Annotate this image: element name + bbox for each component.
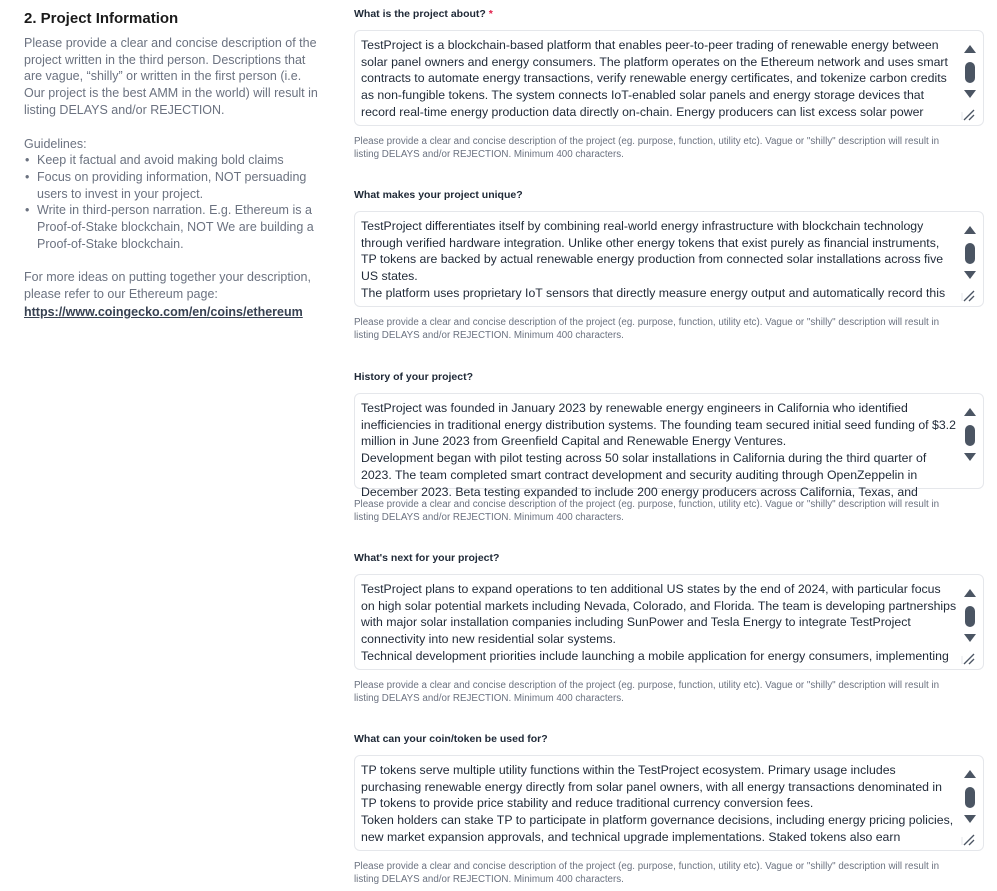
project-next-textarea[interactable] <box>354 574 984 670</box>
guidelines-heading: Guidelines: <box>24 136 87 151</box>
ethereum-page-link[interactable]: https://www.coingecko.com/en/coins/ethereum <box>24 304 303 319</box>
scroll-up-arrow-icon[interactable] <box>964 408 976 416</box>
field-project-history <box>354 371 984 525</box>
resize-handle-icon[interactable] <box>961 832 977 846</box>
field-project-unique <box>354 189 984 343</box>
scrollbar-thumb[interactable] <box>965 606 975 627</box>
project-unique-textarea[interactable] <box>354 211 984 307</box>
scroll-down-arrow-icon[interactable] <box>964 815 976 823</box>
scrollbar-thumb[interactable] <box>965 62 975 83</box>
field-help-text: Please provide a clear and concise description of the project (eg. purpose, function, utility etc). Vague or "shilly" description will result in listing DELAYS and/or REJECTION. Minimum 400 characters. <box>354 861 940 885</box>
scroll-down-arrow-icon[interactable] <box>964 271 976 279</box>
field-label: What's next for your project? <box>354 552 500 564</box>
field-label: History of your project? <box>354 371 474 383</box>
guideline-item: • Keep it factual and avoid making bold claims <box>37 152 324 169</box>
scrollbar[interactable] <box>963 764 977 842</box>
field-project-about <box>354 8 984 162</box>
scroll-up-arrow-icon[interactable] <box>964 770 976 778</box>
section-intro: Please provide a clear and concise description of the project written in the third person. Descriptions that are vague, “shilly” or written in the first person (i.e. Our project is the best AMM in the world) will result in listing DELAYS and/or REJECTION. <box>24 36 318 117</box>
scrollbar-thumb[interactable] <box>965 787 975 808</box>
field-help-text: Please provide a clear and concise description of the project (eg. purpose, function, utility etc). Vague or "shilly" description will result in listing DELAYS and/or REJECTION. Minimum 400 characters. <box>354 136 940 160</box>
field-label: What is the project about? * <box>354 8 493 20</box>
guideline-item: • Write in third-person narration. E.g. Ethereum is a Proof-of-Stake blockchain, NOT We are building a Proof-of-Stake blockchain. <box>37 202 324 252</box>
field-token-use <box>354 733 984 887</box>
guideline-item: • Focus on providing information, NOT persuading users to invest in your project. <box>37 169 324 202</box>
project-about-textarea[interactable] <box>354 30 984 126</box>
scrollbar[interactable] <box>963 402 977 480</box>
token-use-textarea[interactable] <box>354 755 984 851</box>
textarea-content[interactable]: TestProject was founded in January 2023 by renewable energy engineers in California who identified inefficiencies in traditional energy distribution systems. The founding team secured initial seed funding of $3.2 million in June 2023 from Greenfield Capital and Renewable Energy Ventures. Development began with pilot testing across 50 solar installations in California during the third quarter of 2023. The team completed smart contract development and security auditing through OpenZeppelin in December 2023. Beta testing expanded to include 200 energy producers across California, Texas, and <box>361 401 956 499</box>
scroll-down-arrow-icon[interactable] <box>964 453 976 461</box>
resize-handle-icon[interactable] <box>961 651 977 665</box>
field-help-text: Please provide a clear and concise description of the project (eg. purpose, function, utility etc). Vague or "shilly" description will result in listing DELAYS and/or REJECTION. Minimum 400 characters. <box>354 317 940 341</box>
textarea-content[interactable]: TP tokens serve multiple utility functions within the TestProject ecosystem. Primary usage includes purchasing renewable energy directly from solar panel owners, with all energy transactions denominated in TP tokens to provide price stability and reduce traditional currency conversion fees. Token holders can stake TP to participate in platform governance decisions, including energy pricing policies, new market expansion approvals, and technical upgrade implementations. Staked tokens also earn <box>361 763 954 844</box>
textarea-content[interactable]: TestProject differentiates itself by combining real-world energy infrastructure with blockchain technology through verified hardware integration. Unlike other energy tokens that exist purely as financial instruments, TP tokens are backed by actual renewable energy production from connected solar installations across five US states. The platform uses proprietary IoT sensors that directly measure energy output and automatically record this <box>361 219 946 300</box>
scrollbar-thumb[interactable] <box>965 243 975 264</box>
scrollbar[interactable] <box>963 220 977 298</box>
scroll-up-arrow-icon[interactable] <box>964 589 976 597</box>
resize-handle-icon[interactable] <box>961 288 977 302</box>
scroll-down-arrow-icon[interactable] <box>964 634 976 642</box>
resize-handle-icon[interactable] <box>961 107 977 121</box>
scrollbar[interactable] <box>963 39 977 117</box>
required-mark: * <box>488 8 493 20</box>
scroll-up-arrow-icon[interactable] <box>964 45 976 53</box>
section-title: 2. Project Information <box>24 10 179 27</box>
field-help-text: Please provide a clear and concise description of the project (eg. purpose, function, utility etc). Vague or "shilly" description will result in listing DELAYS and/or REJECTION. Minimum 400 characters. <box>354 499 940 523</box>
field-label: What can your coin/token be used for? <box>354 733 548 745</box>
scrollbar-thumb[interactable] <box>965 425 975 446</box>
textarea-content[interactable]: TestProject plans to expand operations to ten additional US states by the end of 2024, with particular focus on high solar potential markets including Nevada, Colorado, and Florida. The team is developing partnerships with major solar installation companies including SunPower and Tesla Energy to integrate TestProject connectivity into new residential solar systems. Technical development priorities include launching a mobile application for energy consumers, implementing <box>361 582 957 663</box>
more-ideas-text: For more ideas on putting together your description, please refer to our Ethereum page: <box>24 270 311 302</box>
field-help-text: Please provide a clear and concise description of the project (eg. purpose, function, utility etc). Vague or "shilly" description will result in listing DELAYS and/or REJECTION. Minimum 400 characters. <box>354 680 940 704</box>
scroll-down-arrow-icon[interactable] <box>964 90 976 98</box>
field-label: What makes your project unique? <box>354 189 523 201</box>
project-history-textarea[interactable] <box>354 393 984 499</box>
guidelines-list <box>24 152 324 252</box>
section-info-panel <box>24 10 324 321</box>
scroll-up-arrow-icon[interactable] <box>964 226 976 234</box>
textarea-content[interactable]: TestProject is a blockchain-based platform that enables peer-to-peer trading of renewable energy between solar panel owners and energy consumers. The platform operates on the Ethereum network and uses smart contracts to automate energy transactions, verify renewable energy certificates, and tokenize carbon credits as non-fungible tokens. The system connects IoT-enabled solar panels and energy storage devices that record real-time energy production data directly on-chain. Energy producers can list excess solar power <box>361 38 952 119</box>
field-project-next <box>354 552 984 706</box>
scrollbar[interactable] <box>963 583 977 661</box>
